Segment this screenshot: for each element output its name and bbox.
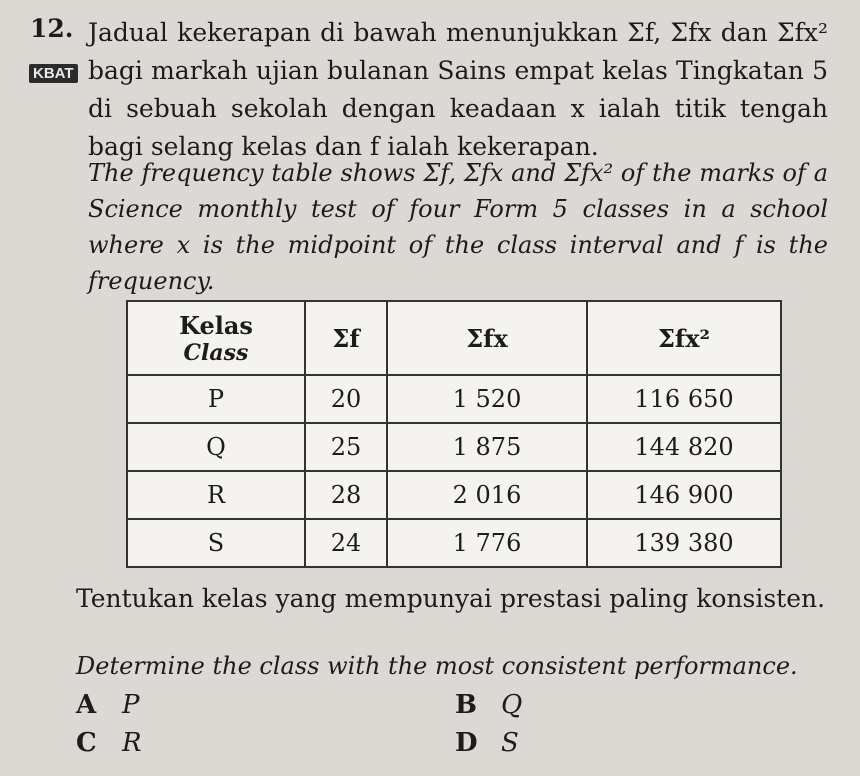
cell-sum-fx: 1 776	[387, 519, 587, 567]
header-sum-fx2: Σfx²	[587, 301, 781, 375]
option-value: Q	[501, 690, 523, 720]
table-row	[127, 375, 781, 423]
kbat-badge: KBAT	[29, 64, 78, 83]
cell-sum-fx2: 116 650	[587, 375, 781, 423]
table-row	[127, 519, 781, 567]
cell-sum-f: 25	[305, 423, 387, 471]
cell-sum-fx: 1 875	[387, 423, 587, 471]
option-value: P	[122, 690, 140, 720]
option-letter: A	[76, 690, 97, 720]
cell-class: P	[127, 375, 305, 423]
table-row	[127, 471, 781, 519]
cell-class: Q	[127, 423, 305, 471]
option-value: S	[501, 728, 519, 758]
option-a[interactable]	[76, 690, 140, 720]
cell-sum-fx: 2 016	[387, 471, 587, 519]
option-value: R	[122, 728, 142, 758]
table-header-row	[127, 301, 781, 375]
header-sum-fx: Σfx	[387, 301, 587, 375]
question-stem-english: The frequency table shows Σf, Σfx and Σfx² of the marks of a Science monthly test of four Form 5 classes in a school where x is the midpoint of the class interval and f is the frequency.	[88, 159, 828, 295]
cell-sum-f: 24	[305, 519, 387, 567]
cell-class: S	[127, 519, 305, 567]
question-ask-english: Determine the class with the most consistent performance.	[76, 652, 798, 680]
cell-sum-f: 20	[305, 375, 387, 423]
cell-sum-fx2: 139 380	[587, 519, 781, 567]
option-c[interactable]	[76, 728, 142, 758]
cell-sum-f: 28	[305, 471, 387, 519]
cell-sum-fx: 1 520	[387, 375, 587, 423]
frequency-table	[126, 300, 782, 568]
header-class-english: Class	[183, 339, 249, 366]
cell-class: R	[127, 471, 305, 519]
table-row	[127, 423, 781, 471]
header-class-malay: Kelas	[179, 310, 253, 340]
option-b[interactable]	[455, 690, 522, 720]
cell-sum-fx2: 146 900	[587, 471, 781, 519]
question-ask-malay: Tentukan kelas yang mempunyai prestasi paling konsisten.	[76, 584, 826, 613]
header-sum-f: Σf	[305, 301, 387, 375]
cell-sum-fx2: 144 820	[587, 423, 781, 471]
question-number: 12.	[30, 14, 74, 43]
option-letter: C	[76, 728, 97, 758]
option-letter: B	[455, 690, 477, 720]
option-letter: D	[455, 728, 478, 758]
option-d[interactable]	[455, 728, 519, 758]
header-class	[127, 301, 305, 375]
question-stem-malay: Jadual kekerapan di bawah menunjukkan Σf, Σfx dan Σfx² bagi markah ujian bulanan Sains empat kelas Tingkatan 5 di sebuah sekolah dengan keadaan x ialah titik tengah bagi selang kelas dan f ialah kekerapan.	[88, 18, 828, 161]
